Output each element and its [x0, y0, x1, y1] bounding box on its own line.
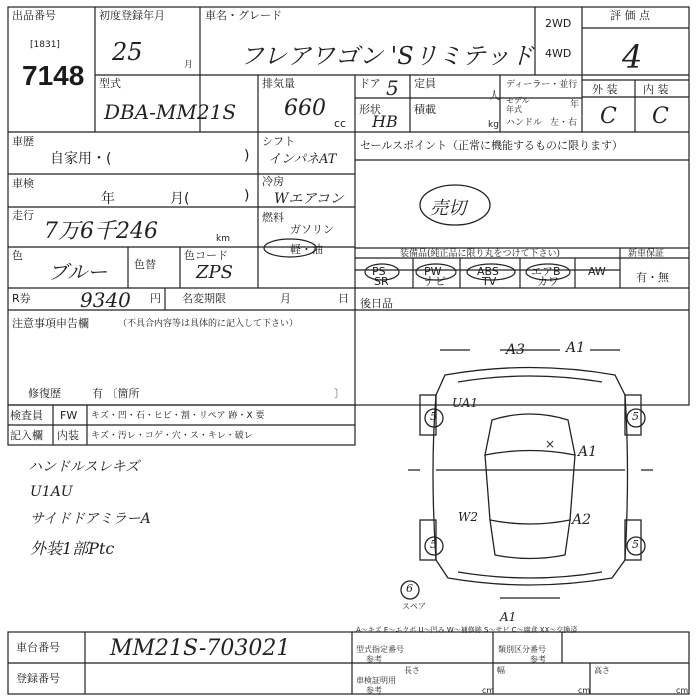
recycle-label: R券 — [12, 292, 31, 305]
load-unit: kg — [488, 120, 499, 130]
equip-airbag[interactable]: エアB — [531, 265, 561, 278]
mark-a3: A3 — [506, 342, 526, 358]
model-year-sub: 年式 — [506, 105, 522, 114]
exterior-label: 外 装 — [592, 83, 618, 96]
drive-2wd[interactable]: 2WD — [545, 17, 572, 30]
mileage-label: 走行 — [12, 209, 34, 222]
color-label: 色 — [12, 249, 23, 262]
inspection-label: 車検 — [12, 177, 34, 190]
mark-w2: W2 — [458, 510, 478, 524]
repair-label: 修復歴 — [28, 387, 61, 400]
recycle-value: 9340 — [80, 288, 131, 312]
equipment-label: 装備品(純正品に限り丸をつけて下さい) — [400, 249, 561, 259]
class-ref-label: 参考 — [530, 655, 546, 664]
mark-a1-top: A1 — [566, 340, 586, 356]
displacement-label: 排気量 — [262, 77, 295, 90]
spec-ref-label: 参考 — [366, 655, 382, 664]
fw-label: FW — [60, 409, 78, 422]
displacement-unit: cc — [334, 117, 347, 130]
repair-close: 〕 — [334, 387, 345, 400]
height-label: 高さ — [594, 666, 610, 675]
length-label: 長さ — [404, 666, 420, 675]
fuel-options-1[interactable]: ガソリン — [290, 223, 334, 236]
name-change-day: 日 — [338, 292, 349, 305]
mark-a2: A2 — [572, 512, 592, 528]
interior-items[interactable]: キズ・汚レ・コゲ・穴・ス・キレ・破レ — [91, 431, 253, 441]
first-reg-value: 25 — [112, 38, 143, 66]
model-year-label: モデル — [506, 96, 530, 105]
mark-a1-bottom: A1 — [500, 610, 517, 624]
color-value: ブルー — [48, 260, 108, 284]
handle-label: ハンドル — [506, 118, 543, 128]
equip-leather[interactable]: カワ — [537, 275, 559, 288]
mileage-value: 7万6千246 — [44, 219, 158, 244]
damage-legend: A～キズ E～エクボ U～凹み W～補修跡 S～サビ C～腐食 XX～交換済 — [356, 626, 578, 634]
width-label: 幅 — [497, 666, 505, 675]
drive-4wd[interactable]: 4WD — [545, 47, 572, 60]
cert-label: 車検証明用 — [356, 676, 396, 685]
recycle-unit: 円 — [150, 292, 161, 305]
history-label: 車歴 — [12, 135, 34, 148]
note-line-3: サイドドアミラーA — [30, 511, 151, 527]
year-unit: 年 — [570, 100, 580, 110]
shape-label: 形状 — [359, 103, 381, 116]
inspector-label: 検査員 — [10, 409, 43, 422]
fuel-options-2[interactable]: 軽・油 — [290, 243, 323, 256]
handle-options[interactable]: 左・右 — [550, 118, 578, 128]
lot-number: 7148 — [22, 60, 85, 91]
capacity-label: 定員 — [414, 77, 436, 90]
inspection-year: 年 — [101, 191, 115, 207]
model-code-label: 型式 — [99, 77, 121, 90]
first-reg-month: 月 — [184, 60, 194, 70]
mark-a1-right: A1 — [578, 444, 598, 460]
history-close: ) — [244, 148, 250, 164]
displacement-value: 660 — [284, 96, 326, 121]
reg-no-label: 登録番号 — [16, 672, 60, 685]
later-docs-label: 後日品 — [360, 297, 393, 310]
inspection-close: ) — [244, 188, 250, 204]
tire-fr: 5 — [632, 410, 639, 423]
chassis-label: 車台番号 — [16, 641, 60, 654]
note-line-4: 外装1部Ptc — [30, 539, 115, 558]
repair-value: 有 〔箇所 — [92, 387, 140, 400]
inspection-month: 月( — [170, 191, 190, 207]
spec-label: 型式指定番号 — [356, 645, 404, 654]
equip-tv[interactable]: TV — [482, 275, 497, 288]
height-unit: cm — [676, 686, 689, 695]
cert-ref-label: 参考 — [366, 686, 382, 695]
shift-label: シフト — [262, 135, 295, 148]
width-unit: cm — [578, 686, 591, 695]
interior-check-label: 内装 — [57, 429, 79, 442]
new-car-value[interactable]: 有・無 — [636, 271, 669, 284]
color-change-label: 色替 — [134, 258, 156, 271]
shift-value: インパネAT — [268, 152, 337, 167]
capacity-unit: 人 — [489, 89, 500, 102]
note-line-2: U1AU — [30, 484, 73, 500]
lot-sub: [1831] — [30, 40, 60, 50]
fuel-label: 燃料 — [262, 211, 284, 224]
notes-hint: （不具合内容等は具体的に記入して下さい） — [118, 319, 299, 329]
color-code-label: 色コード — [184, 249, 228, 262]
exterior-value: C — [600, 104, 617, 129]
ac-value: Wエアコン — [274, 191, 344, 207]
equip-pw[interactable]: PW — [424, 265, 442, 278]
model-code-value: DBA-MM21S — [104, 100, 237, 124]
model-value: フレアワゴン 'Sリミテッド — [240, 42, 534, 70]
doors-label: ドア — [359, 77, 381, 90]
equip-aw[interactable]: AW — [588, 265, 606, 278]
notes-label: 注意事項申告欄 — [12, 317, 89, 330]
load-label: 積載 — [414, 103, 436, 116]
mark-ua1: UA1 — [452, 396, 479, 410]
shape-value: HB — [372, 112, 398, 131]
note-line-1: ハンドルスレキズ — [28, 459, 140, 475]
fw-items[interactable]: キズ・凹・石・ヒビ・割・リペア 跡・X 要 — [91, 411, 265, 421]
model-label: 車名・グレード — [205, 9, 282, 22]
sales-value: 売切 — [430, 198, 466, 219]
lot-label: 出品番号 — [12, 9, 56, 22]
ac-label: 冷房 — [262, 175, 284, 188]
equip-sr[interactable]: SR — [374, 275, 389, 288]
history-value: 自家用・( — [50, 151, 112, 167]
name-change-label: 名変期限 — [182, 292, 226, 305]
class-label: 類別区分番号 — [498, 645, 546, 654]
grade-value: 4 — [622, 38, 643, 76]
tire-rl: 5 — [430, 538, 437, 551]
sales-label: セールスポイント（正常に機能するものに限ります） — [360, 139, 624, 152]
mark-x: × — [545, 437, 556, 451]
spare-value: 6 — [406, 582, 413, 595]
grade-label: 評 価 点 — [610, 9, 650, 22]
interior-label: 内 装 — [643, 83, 669, 96]
new-car-label: 新車保証 — [628, 249, 665, 259]
dealer-label: ディーラー・並行 — [506, 80, 578, 90]
name-change-month: 月 — [280, 292, 291, 305]
doors-value: 5 — [386, 76, 399, 100]
tire-rr: 5 — [632, 538, 639, 551]
entry-label: 記入欄 — [10, 429, 43, 442]
spare-label: スペア — [402, 602, 426, 611]
mileage-unit: km — [216, 234, 230, 244]
equip-ps[interactable]: PS — [372, 265, 386, 278]
equip-navi[interactable]: ナビ — [424, 275, 446, 288]
length-unit: cm — [482, 686, 495, 695]
chassis-value: MM21S-703021 — [110, 636, 291, 661]
interior-value: C — [652, 104, 669, 129]
equip-abs[interactable]: ABS — [477, 265, 499, 278]
color-code-value: ZPS — [196, 262, 233, 283]
first-reg-label: 初度登録年月 — [99, 9, 165, 22]
tire-fl: 5 — [430, 410, 437, 423]
